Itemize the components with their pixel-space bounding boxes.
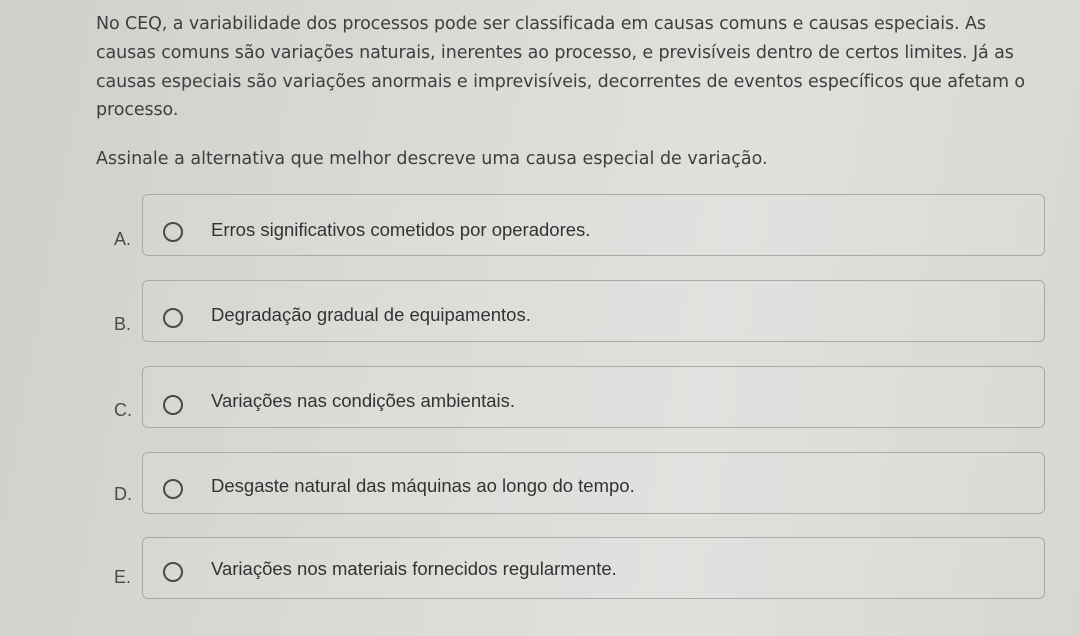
option-c-label: Variações nas condições ambientais.	[211, 390, 516, 411]
radio-circle-icon[interactable]	[163, 479, 183, 499]
question-text	[96, 10, 1076, 125]
radio-circle-icon[interactable]	[163, 562, 183, 582]
question-line: No CEQ, a variabilidade dos processos pode ser classificada em causas comuns e causas especiais. As	[96, 14, 986, 34]
option-letter-b: B.	[114, 314, 132, 334]
option-letter-e: E.	[114, 567, 132, 587]
option-letter-d: D.	[114, 484, 132, 504]
option-a-label: Erros significativos cometidos por operadores.	[211, 219, 591, 240]
option-letter-c: C.	[114, 400, 132, 420]
question-line: causas especiais são variações anormais e imprevisíveis, decorrentes de eventos específicos que afetam o	[96, 71, 1025, 92]
option-d-label: Desgaste natural das máquinas ao longo do tempo.	[211, 475, 635, 496]
question-line: processo.	[96, 100, 179, 121]
radio-circle-icon[interactable]	[163, 395, 183, 415]
question-line: causas comuns são variações naturais, inerentes ao processo, e previsíveis dentro de certos limites. Já as	[96, 42, 1014, 63]
radio-circle-icon[interactable]	[163, 222, 183, 242]
option-letter-a: A.	[114, 229, 132, 249]
question-prompt: Assinale a alternativa que melhor descreve uma causa especial de variação.	[96, 149, 768, 169]
option-e-label: Variações nos materiais fornecidos regularmente.	[211, 558, 617, 579]
option-b-label: Degradação gradual de equipamentos.	[211, 304, 531, 325]
radio-circle-icon[interactable]	[163, 308, 183, 328]
